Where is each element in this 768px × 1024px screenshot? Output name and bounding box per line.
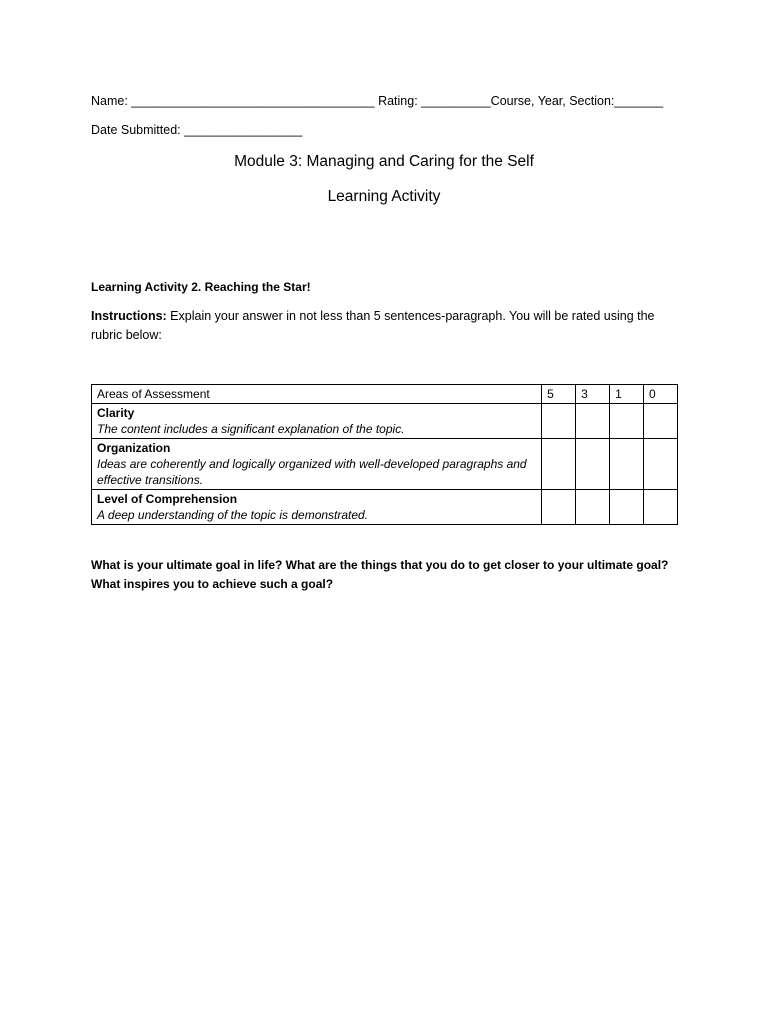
rubric-criterion: [92, 404, 542, 439]
score-cell[interactable]: [610, 439, 644, 490]
page-subtitle: Learning Activity: [327, 188, 441, 205]
criterion-name: Level of Comprehension: [97, 492, 238, 506]
rubric-row: [92, 490, 678, 525]
instructions-paragraph: [91, 307, 681, 345]
criterion-description: A deep understanding of the topic is demonstrated.: [97, 508, 369, 522]
rubric-header-areas: Areas of Assessment: [92, 385, 542, 404]
instructions-text: Explain your answer in not less than 5 sentences-paragraph. You will be rated using the rubric below:: [91, 309, 655, 342]
score-cell[interactable]: [576, 404, 610, 439]
criterion-name: Organization: [97, 441, 171, 455]
score-cell[interactable]: [644, 404, 678, 439]
rubric-row: [92, 404, 678, 439]
rubric-score-header: 0: [644, 385, 678, 404]
reflection-question: What is your ultimate goal in life? What are the things that you do to get closer to your ultimate goal? What inspires you to achieve such a goal?: [91, 558, 669, 591]
score-cell[interactable]: [610, 404, 644, 439]
activity-heading: Learning Activity 2. Reaching the Star!: [91, 280, 311, 294]
instructions-label: Instructions:: [91, 309, 167, 323]
rubric-header-row: [92, 385, 678, 404]
score-cell[interactable]: [542, 490, 576, 525]
rubric-criterion: [92, 439, 542, 490]
rubric-score-header: 3: [576, 385, 610, 404]
criterion-name: Clarity: [97, 406, 135, 420]
score-cell[interactable]: [542, 439, 576, 490]
page-title: Module 3: Managing and Caring for the Self: [234, 153, 534, 170]
name-rating-line: Name: ___________________________________ Rating: __________Course, Year, Section:_______: [91, 94, 664, 108]
score-cell[interactable]: [576, 490, 610, 525]
rubric-table: [91, 384, 678, 525]
rubric-score-header: 5: [542, 385, 576, 404]
score-cell[interactable]: [576, 439, 610, 490]
score-cell[interactable]: [610, 490, 644, 525]
criterion-description: The content includes a significant explanation of the topic.: [97, 422, 405, 436]
criterion-description: Ideas are coherently and logically organized with well-developed paragraphs and effective transitions.: [97, 457, 527, 487]
score-cell[interactable]: [542, 404, 576, 439]
score-cell[interactable]: [644, 439, 678, 490]
rubric-criterion: [92, 490, 542, 525]
date-submitted-line: Date Submitted: _________________: [91, 123, 303, 137]
rubric-score-header: 1: [610, 385, 644, 404]
rubric-row: [92, 439, 678, 490]
score-cell[interactable]: [644, 490, 678, 525]
